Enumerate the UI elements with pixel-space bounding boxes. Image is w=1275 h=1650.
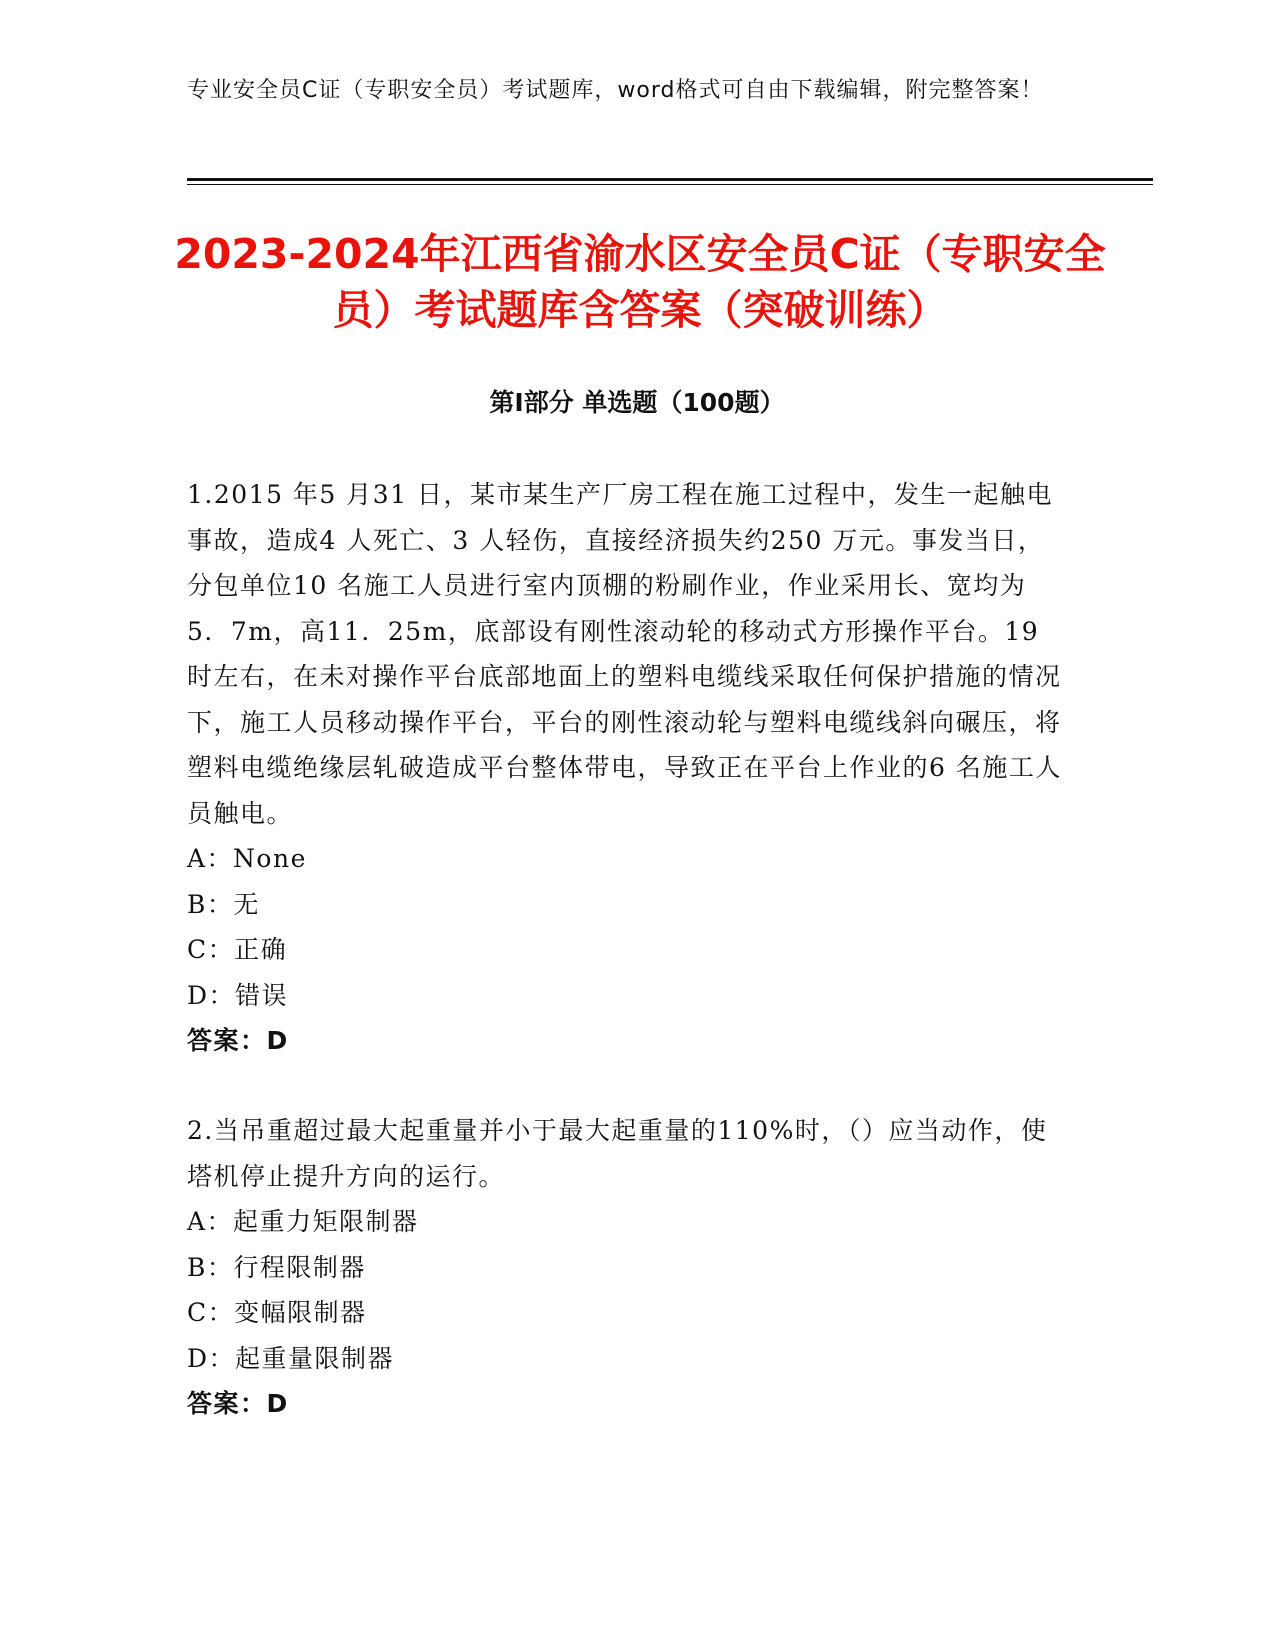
option-b: B：无 [187, 889, 260, 919]
option-c: C：变幅限制器 [187, 1298, 367, 1327]
question-1 [187, 472, 1067, 1064]
header-divider-thick [187, 178, 1153, 181]
option-d: D：错误 [187, 980, 289, 1010]
section-heading: 第Ⅰ部分 单选题（100题） [489, 388, 785, 417]
option-a: A：起重力矩限制器 [187, 1207, 419, 1236]
answer: 答案：D [187, 1389, 289, 1418]
question-2 [187, 1108, 1067, 1427]
option-d: D：起重量限制器 [187, 1343, 395, 1373]
answer: 答案：D [187, 1026, 289, 1055]
header-note: 专业安全员C证（专职安全员）考试题库，word格式可自由下载编辑，附完整答案！ [187, 78, 1044, 103]
option-c: C：正确 [187, 935, 288, 964]
question-text: 2.当吊重超过最大起重量并小于最大起重量的110%时，（）应当动作，使塔机停止提升方向的运行。 [187, 1116, 1048, 1191]
option-b: B：行程限制器 [187, 1252, 366, 1282]
question-text: 1.2015 年5 月31 日，某市某生产厂房工程在施工过程中，发生一起触电事故，造成4 人死亡、3 人轻伤，直接经济损失约250 万元。事发当日，分包单位10 名施工人员进行室内顶棚的粉刷作业，作业采用长、宽均为5．7m，高11．25m，底部设有刚性滚动轮的移动式方形操作平台。19 时左右，在未对操作平台底部地面上的塑料电缆线采取任何保护措施的情况下，施工人员移动操作平台，平台的刚性滚动轮与塑料电缆线斜向碾压，将塑料电缆绝缘层轧破造成平台整体带电，导致正在平台上作业的6 名施工人员触电。 [187, 480, 1062, 828]
document-title: 2023-2024年江西省渝水区安全员C证（专职安全员）考试题库含答案（突破训练） [174, 230, 1106, 334]
option-a: A：None [187, 844, 307, 873]
header-divider-thin [187, 184, 1153, 185]
